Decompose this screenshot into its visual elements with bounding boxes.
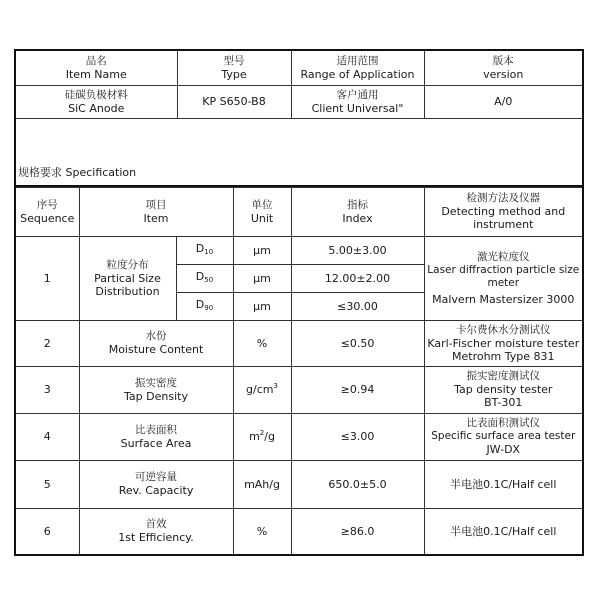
index-header	[291, 187, 424, 236]
row-6-index: ≥86.0	[291, 508, 424, 555]
row-6-method: 半电池0.1C/Half cell	[424, 508, 583, 555]
row-6-item-cn: 首效	[145, 518, 167, 531]
d50-label	[176, 264, 233, 292]
range-value	[291, 85, 424, 118]
row-3-method-cn: 振实密度测试仪	[466, 370, 541, 382]
row-3-seq: 3	[15, 366, 79, 413]
row-4-method-en1: Specific surface area tester	[431, 430, 576, 442]
type-header-cn: 型号	[223, 54, 245, 67]
range-en: Client Universal"	[311, 101, 404, 115]
d90-unit: μm	[233, 292, 291, 320]
item-name-en: SiC Anode	[68, 101, 125, 115]
d10-unit: μm	[233, 236, 291, 264]
table-row	[15, 366, 583, 413]
type-header	[177, 50, 291, 85]
table-row	[15, 413, 583, 460]
row-3-index: ≥0.94	[291, 366, 424, 413]
range-header-en: Range of Application	[300, 67, 415, 81]
row-4-item-cn: 比表面积	[135, 423, 177, 436]
spec-title-row	[15, 118, 583, 186]
item-header-en: Item	[143, 211, 169, 225]
d10-label-sub: 10	[204, 247, 214, 256]
specification-sheet	[14, 49, 582, 556]
row-4-seq: 4	[15, 413, 79, 460]
header-values-row	[15, 85, 583, 118]
row-4-method	[424, 413, 583, 460]
item-header-cn: 项目	[145, 198, 167, 211]
range-header-cn: 适用范围	[336, 54, 379, 67]
row-1-seq: 1	[15, 236, 79, 320]
range-header	[291, 50, 424, 85]
row-6-unit: %	[233, 508, 291, 555]
row-3-unit	[233, 366, 291, 413]
row-3-unit-sup: 3	[273, 382, 278, 390]
row-2-method-cn: 卡尔费休水分测试仪	[456, 323, 551, 336]
row-2-method-en2: Metrohm Type 831	[452, 349, 555, 363]
header-labels-row	[15, 50, 583, 85]
row-5-unit: mAh/g	[233, 460, 291, 508]
method-header-cn: 检测方法及仪器	[466, 192, 541, 204]
row-4-method-en2: JW-DX	[486, 443, 521, 456]
d90-label-base: D	[195, 297, 205, 311]
item-name-header-en: Item Name	[65, 67, 127, 81]
row-3-method	[424, 366, 583, 413]
row-3-method-en1: Tap density tester	[454, 383, 553, 396]
sequence-header-cn: 序号	[36, 198, 58, 211]
d50-label-base: D	[195, 269, 205, 283]
row-2-unit: %	[233, 320, 291, 366]
spec-table	[14, 187, 584, 557]
row-4-item	[79, 413, 233, 460]
item-name-cn: 硅碳负极材料	[64, 88, 128, 101]
row-1-item	[79, 236, 176, 320]
index-header-en: Index	[342, 211, 373, 225]
row-3-item-en: Tap Density	[124, 389, 188, 403]
item-name-header	[15, 50, 177, 85]
row-4-unit-sup: 2	[259, 429, 265, 437]
row-1-method-en2: Malvern Mastersizer 3000	[432, 292, 575, 306]
unit-header-en: Unit	[250, 211, 274, 225]
row-4-unit-base: m	[249, 430, 260, 443]
d90-label-sub: 90	[204, 303, 214, 312]
table-row	[15, 508, 583, 555]
row-1-item-en: Partical Size Distribution	[94, 271, 161, 298]
row-1-item-cn: 粒度分布	[106, 258, 149, 271]
sequence-header-en: Sequence	[20, 211, 75, 225]
d50-label-sub: 50	[204, 275, 214, 284]
row-3-item	[79, 366, 233, 413]
row-3-method-en2: BT-301	[484, 396, 523, 409]
d50-unit: μm	[233, 264, 291, 292]
row-2-index: ≤0.50	[291, 320, 424, 366]
item-name-value	[15, 85, 177, 118]
product-header-table	[14, 49, 584, 187]
range-cn: 客户通用	[336, 88, 379, 101]
row-5-method: 半电池0.1C/Half cell	[424, 460, 583, 508]
d10-label	[176, 236, 233, 264]
d50-index: 12.00±2.00	[291, 264, 424, 292]
row-5-item-en: Rev. Capacity	[118, 484, 194, 497]
row-5-seq: 5	[15, 460, 79, 508]
unit-header	[233, 187, 291, 236]
version-header	[424, 50, 583, 85]
row-2-method-en1: Karl-Fischer moisture tester	[427, 336, 580, 350]
d10-label-base: D	[195, 241, 205, 255]
index-header-cn: 指标	[347, 198, 369, 211]
row-1-method-en1: Laser diffraction particle size meter	[427, 263, 580, 289]
row-5-item-cn: 可逆容量	[135, 471, 177, 483]
row-4-index: ≤3.00	[291, 413, 424, 460]
row-1-method	[424, 236, 583, 320]
type-header-en: Type	[221, 67, 247, 81]
row-6-seq: 6	[15, 508, 79, 555]
d10-index: 5.00±3.00	[291, 236, 424, 264]
table-row	[15, 236, 583, 264]
method-header	[424, 187, 583, 236]
version-value: A/0	[424, 85, 583, 118]
row-6-item	[79, 508, 233, 555]
unit-header-cn: 单位	[251, 198, 273, 211]
row-1-method-cn: 激光粒度仪	[477, 250, 530, 263]
type-value: KP S650-B8	[177, 85, 291, 118]
spec-title: 规格要求 Specification	[15, 118, 583, 186]
row-2-seq: 2	[15, 320, 79, 366]
row-4-method-cn: 比表面积测试仪	[466, 417, 541, 429]
row-3-item-cn: 振实密度	[135, 376, 177, 389]
d90-label	[176, 292, 233, 320]
spec-header-row	[15, 187, 583, 236]
sequence-header	[15, 187, 79, 236]
row-4-item-en: Surface Area	[120, 436, 192, 450]
item-header	[79, 187, 233, 236]
row-6-item-en: 1st Efficiency.	[118, 531, 194, 545]
table-row	[15, 320, 583, 366]
row-2-item-cn: 水份	[145, 330, 167, 342]
table-row	[15, 460, 583, 508]
row-5-item	[79, 460, 233, 508]
row-4-unit-tail: /g	[264, 430, 275, 443]
row-3-unit-base: g/cm	[246, 383, 274, 396]
row-4-unit	[233, 413, 291, 460]
d90-index: ≤30.00	[291, 292, 424, 320]
row-2-item-en: Moisture Content	[108, 343, 204, 356]
version-header-en: version	[483, 67, 524, 81]
method-header-en: Detecting method and instrument	[441, 205, 566, 231]
row-5-index: 650.0±5.0	[291, 460, 424, 508]
row-2-item	[79, 320, 233, 366]
item-name-header-cn: 品名	[85, 54, 107, 67]
version-header-cn: 版本	[492, 54, 514, 67]
row-2-method	[424, 320, 583, 366]
